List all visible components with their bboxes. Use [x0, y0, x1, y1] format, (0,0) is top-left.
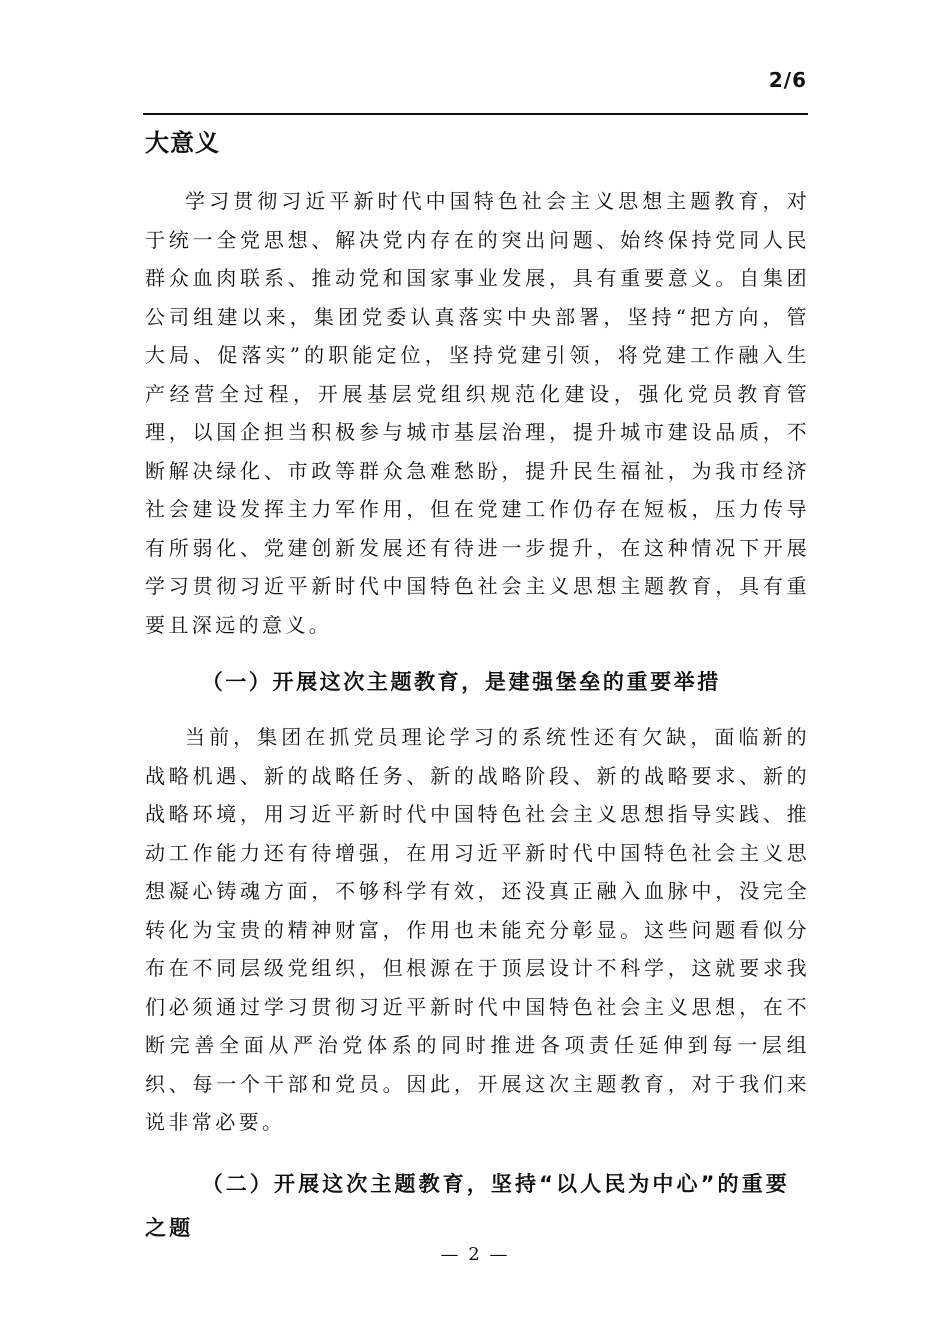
subheading-1: （一）开展这次主题教育，是建强堡垒的重要举措 [201, 670, 721, 694]
header-rule [143, 113, 808, 115]
paragraph-2: 当前，集团在抓党员理论学习的系统性还有欠缺，面临新的战略机遇、新的战略任务、新的战略阶段、新的战略要求、新的战略环境，用习近平新时代中国特色社会主义思想指导实践、推动工作能力还有待增强，在用习近平新时代中国特色社会主义思想凝心铸魂方面，不够科学有效，还没真正融入血脉中，没完全转化为宝贵的精神财富，作用也未能充分彰显。这些问题看似分布在不同层级党组织，但根源在于顶层设计不科学，这就要求我们必须通过学习贯彻习近平新时代中国特色社会主义思想，在不断完善全面从严治党体系的同时推进各项责任延伸到每一层组织、每一个干部和党员。因此，开展这次主题教育，对于我们来说非常必要。 [145, 725, 810, 1134]
page-number-footer: — 2 — [440, 1244, 510, 1265]
subheading-2: （二）开展这次主题教育，坚持“以人民为中心”的重要之题 [145, 1171, 790, 1240]
section-heading: 大意义 [145, 129, 220, 157]
paragraph-1: 学习贯彻习近平新时代中国特色社会主义思想主题教育，对于统一全党思想、解决党内存在的突出问题、始终保持党同人民群众血肉联系、推动党和国家事业发展，具有重要意义。自集团公司组建以来，集团党委认真落实中央部署，坚持“把方向，管大局、促落实”的职能定位，坚持党建引领，将党建工作融入生产经营全过程，开展基层党组织规范化建设，强化党员教育管理，以国企担当积极参与城市基层治理，提升城市建设品质，不断解决绿化、市政等群众急难愁盼，提升民生福祉，为我市经济社会建设发挥主力军作用，但在党建工作仍存在短板，压力传导有所弱化、党建创新发展还有待进一步提升，在这种情况下开展学习贯彻习近平新时代中国特色社会主义思想主题教育，具有重要且深远的意义。 [145, 189, 810, 637]
document-body [145, 124, 810, 1250]
page-counter: 2/6 [768, 68, 807, 92]
